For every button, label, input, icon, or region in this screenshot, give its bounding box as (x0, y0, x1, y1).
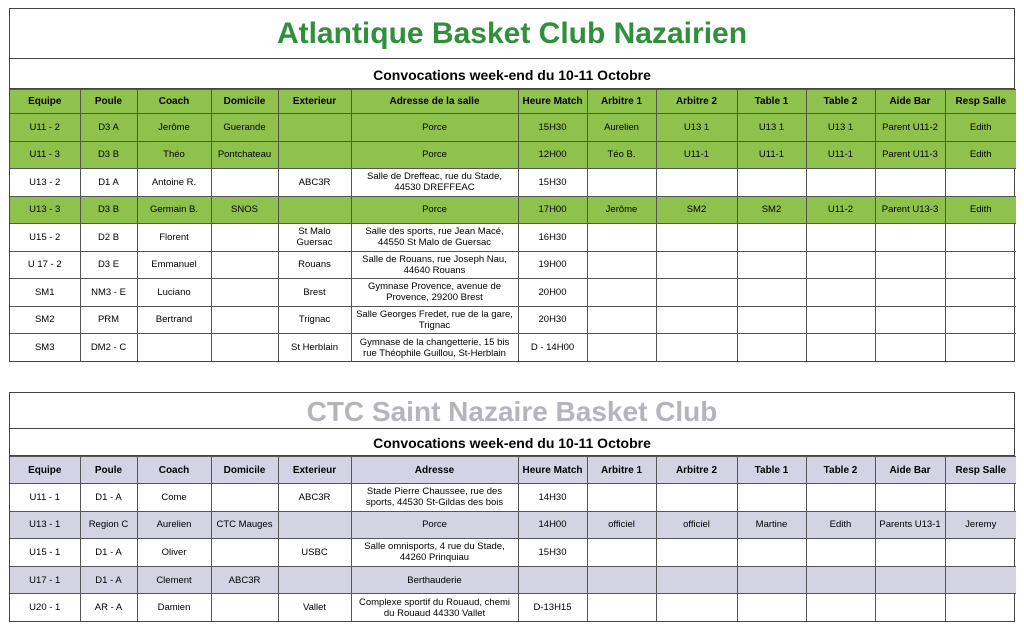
table-cell: 15H30 (518, 114, 587, 142)
table-cell (211, 169, 278, 197)
table-cell: Porce (351, 114, 518, 142)
table-cell: U13 1 (656, 114, 737, 142)
table-row (10, 224, 1016, 252)
table-cell: Edith (806, 511, 875, 539)
column-header: Coach (137, 457, 211, 484)
table-cell: SNOS (211, 196, 278, 224)
table-cell: D1 - A (80, 539, 137, 567)
table-cell: Aurelien (137, 511, 211, 539)
table-cell: Edith (945, 196, 1016, 224)
table-cell: Salle de Rouans, rue Joseph Nau, 44640 Rouans (351, 251, 518, 279)
table-cell (875, 539, 945, 567)
table-row (10, 279, 1016, 307)
table-cell: U20 - 1 (10, 594, 80, 622)
table-cell (945, 484, 1016, 512)
table-cell (737, 566, 806, 594)
table-cell: D1 A (80, 169, 137, 197)
table-cell (278, 566, 351, 594)
table-cell: Parents U13-1 (875, 511, 945, 539)
table-cell: Edith (945, 114, 1016, 142)
table-cell: Gymnase Provence, avenue de Provence, 29200 Brest (351, 279, 518, 307)
table-cell (875, 594, 945, 622)
table-cell (875, 279, 945, 307)
table-cell (211, 484, 278, 512)
table-cell: Gymnase de la changetterie, 15 bis rue Théophile Guillou, St-Herblain (351, 334, 518, 362)
column-header: Table 1 (737, 457, 806, 484)
table-cell (945, 169, 1016, 197)
convocations-table (10, 456, 1016, 621)
column-header: Exterieur (278, 90, 351, 114)
table-cell (806, 334, 875, 362)
table-cell: Vallet (278, 594, 351, 622)
table-cell: Germain B. (137, 196, 211, 224)
table-row (10, 251, 1016, 279)
table-cell: Clement (137, 566, 211, 594)
club-title: CTC Saint Nazaire Basket Club (10, 393, 1014, 429)
table-cell: SM2 (737, 196, 806, 224)
table-row (10, 566, 1016, 594)
table-cell: Jeremy (945, 511, 1016, 539)
header-row (10, 90, 1016, 114)
table-cell: U13 - 3 (10, 196, 80, 224)
column-header: Adresse (351, 457, 518, 484)
table-cell: 15H30 (518, 169, 587, 197)
table-cell: Rouans (278, 251, 351, 279)
table-cell: Stade Pierre Chaussee, rue des sports, 44530 St-Gildas des bois (351, 484, 518, 512)
column-header: Poule (80, 90, 137, 114)
convocations-table (10, 89, 1016, 361)
section-subtitle: Convocations week-end du 10-11 Octobre (10, 59, 1014, 89)
table-cell (945, 594, 1016, 622)
column-header: Aide Bar (875, 90, 945, 114)
table-cell (945, 306, 1016, 334)
table-cell: U11-1 (806, 141, 875, 169)
table-cell: D3 B (80, 196, 137, 224)
column-header: Adresse de la salle (351, 90, 518, 114)
table-cell (945, 224, 1016, 252)
table-cell: U13 - 2 (10, 169, 80, 197)
table-row (10, 169, 1016, 197)
column-header: Resp Salle (945, 90, 1016, 114)
table-cell (656, 169, 737, 197)
table-cell: 19H00 (518, 251, 587, 279)
table-cell (875, 484, 945, 512)
table-cell (737, 539, 806, 567)
table-cell: Trignac (278, 306, 351, 334)
table-cell (656, 251, 737, 279)
table-cell (806, 566, 875, 594)
table-cell (656, 334, 737, 362)
table-row (10, 511, 1016, 539)
table-cell: Antoine R. (137, 169, 211, 197)
table-cell: Edith (945, 141, 1016, 169)
table-cell: 17H00 (518, 196, 587, 224)
table-cell: Region C (80, 511, 137, 539)
club-title: Atlantique Basket Club Nazairien (10, 9, 1014, 59)
table-cell: 20H30 (518, 306, 587, 334)
table-cell (737, 169, 806, 197)
table-cell: Aurelien (587, 114, 656, 142)
column-header: Domicile (211, 90, 278, 114)
table-cell (945, 334, 1016, 362)
table-cell: ABC3R (211, 566, 278, 594)
table-cell: Guerande (211, 114, 278, 142)
table-row (10, 114, 1016, 142)
table-cell (656, 224, 737, 252)
table-cell: Parent U11-3 (875, 141, 945, 169)
table-cell (587, 224, 656, 252)
table-cell: 20H00 (518, 279, 587, 307)
table-cell: Parent U13-3 (875, 196, 945, 224)
table-cell: D3 B (80, 141, 137, 169)
table-cell: U11 - 3 (10, 141, 80, 169)
table-row (10, 484, 1016, 512)
table-cell (211, 306, 278, 334)
table-cell (211, 539, 278, 567)
table-cell: Martine (737, 511, 806, 539)
table-cell: 16H30 (518, 224, 587, 252)
table-cell: Téo B. (587, 141, 656, 169)
table-cell (587, 334, 656, 362)
ctc-section (9, 392, 1015, 622)
table-cell (737, 594, 806, 622)
table-cell: D1 - A (80, 566, 137, 594)
table-cell: SM2 (656, 196, 737, 224)
table-cell: U11 - 1 (10, 484, 80, 512)
table-cell: 15H30 (518, 539, 587, 567)
table-cell (806, 169, 875, 197)
table-cell (737, 279, 806, 307)
table-cell (806, 306, 875, 334)
table-cell (945, 251, 1016, 279)
table-cell: DM2 - C (80, 334, 137, 362)
table-row (10, 539, 1016, 567)
table-cell: ABC3R (278, 169, 351, 197)
table-cell: D - 14H00 (518, 334, 587, 362)
table-cell (656, 539, 737, 567)
table-cell: D1 - A (80, 484, 137, 512)
table-cell (737, 306, 806, 334)
table-cell: PRM (80, 306, 137, 334)
table-cell: Porce (351, 141, 518, 169)
table-cell (806, 484, 875, 512)
table-cell: Bertrand (137, 306, 211, 334)
table-cell: Théo (137, 141, 211, 169)
table-cell: Luciano (137, 279, 211, 307)
table-cell: U15 - 2 (10, 224, 80, 252)
table-cell (587, 566, 656, 594)
table-cell (587, 306, 656, 334)
table-cell (656, 279, 737, 307)
table-cell (278, 141, 351, 169)
table-cell: U13 - 1 (10, 511, 80, 539)
column-header: Domicile (211, 457, 278, 484)
table-cell (737, 251, 806, 279)
table-cell (875, 306, 945, 334)
table-row (10, 594, 1016, 622)
table-cell: Porce (351, 511, 518, 539)
table-cell: U11 - 2 (10, 114, 80, 142)
abcn-section (9, 8, 1015, 362)
header-row (10, 457, 1016, 484)
table-cell: D-13H15 (518, 594, 587, 622)
table-cell: U17 - 1 (10, 566, 80, 594)
table-cell: Salle omnisports, 4 rue du Stade, 44260 Prinquiau (351, 539, 518, 567)
table-cell: SM2 (10, 306, 80, 334)
table-cell: NM3 - E (80, 279, 137, 307)
table-cell (656, 484, 737, 512)
table-cell (656, 306, 737, 334)
table-cell: Parent U11-2 (875, 114, 945, 142)
table-row (10, 334, 1016, 362)
column-header: Table 1 (737, 90, 806, 114)
column-header: Table 2 (806, 457, 875, 484)
table-cell (137, 334, 211, 362)
table-cell: Porce (351, 196, 518, 224)
table-cell (875, 566, 945, 594)
table-cell (278, 196, 351, 224)
table-cell (875, 169, 945, 197)
table-cell: CTC Mauges (211, 511, 278, 539)
table-cell: D3 A (80, 114, 137, 142)
table-cell: U 17 - 2 (10, 251, 80, 279)
table-cell: Oliver (137, 539, 211, 567)
table-cell: U11-1 (656, 141, 737, 169)
table-cell: USBC (278, 539, 351, 567)
table-cell (211, 279, 278, 307)
table-cell (945, 539, 1016, 567)
column-header: Heure Match (518, 90, 587, 114)
table-cell (278, 114, 351, 142)
table-cell: Florent (137, 224, 211, 252)
column-header: Arbitre 2 (656, 457, 737, 484)
table-cell: Jerôme (587, 196, 656, 224)
table-cell (806, 594, 875, 622)
table-cell: 12H00 (518, 141, 587, 169)
table-cell: SM3 (10, 334, 80, 362)
table-cell: Complexe sportif du Rouaud, chemi du Rouaud 44330 Vallet (351, 594, 518, 622)
table-cell: officiel (587, 511, 656, 539)
table-cell: 14H30 (518, 484, 587, 512)
column-header: Exterieur (278, 457, 351, 484)
table-cell: Jerôme (137, 114, 211, 142)
column-header: Arbitre 1 (587, 90, 656, 114)
table-cell: Brest (278, 279, 351, 307)
section-subtitle: Convocations week-end du 10-11 Octobre (10, 429, 1014, 456)
table-cell: St Malo Guersac (278, 224, 351, 252)
table-cell: Damien (137, 594, 211, 622)
table-cell: Pontchateau (211, 141, 278, 169)
table-cell: Salle de Dreffeac, rue du Stade, 44530 DREFFEAC (351, 169, 518, 197)
table-cell (587, 251, 656, 279)
table-cell (656, 594, 737, 622)
table-cell (278, 511, 351, 539)
column-header: Aide Bar (875, 457, 945, 484)
table-cell (945, 279, 1016, 307)
column-header: Equipe (10, 90, 80, 114)
table-cell (656, 566, 737, 594)
table-cell: Emmanuel (137, 251, 211, 279)
column-header: Coach (137, 90, 211, 114)
table-cell: U13 1 (806, 114, 875, 142)
table-cell: Come (137, 484, 211, 512)
table-cell (737, 484, 806, 512)
table-cell (737, 334, 806, 362)
table-row (10, 196, 1016, 224)
table-cell: SM1 (10, 279, 80, 307)
table-cell: officiel (656, 511, 737, 539)
column-header: Table 2 (806, 90, 875, 114)
column-header: Arbitre 1 (587, 457, 656, 484)
table-cell: Salle Georges Fredet, rue de la gare, Trignac (351, 306, 518, 334)
column-header: Resp Salle (945, 457, 1016, 484)
table-cell (587, 539, 656, 567)
table-cell (875, 334, 945, 362)
table-cell: U13 1 (737, 114, 806, 142)
table-cell: U11-2 (806, 196, 875, 224)
table-cell (211, 334, 278, 362)
table-cell: D3 E (80, 251, 137, 279)
table-cell: U11-1 (737, 141, 806, 169)
table-cell (875, 224, 945, 252)
table-cell: St Herblain (278, 334, 351, 362)
table-cell (211, 224, 278, 252)
table-cell (587, 484, 656, 512)
column-header: Equipe (10, 457, 80, 484)
table-cell (518, 566, 587, 594)
table-cell: U15 - 1 (10, 539, 80, 567)
table-cell: Berthauderie (351, 566, 518, 594)
table-cell (587, 279, 656, 307)
table-cell: 14H00 (518, 511, 587, 539)
table-cell: D2 B (80, 224, 137, 252)
table-row (10, 141, 1016, 169)
table-cell (806, 539, 875, 567)
column-header: Heure Match (518, 457, 587, 484)
table-cell (945, 566, 1016, 594)
column-header: Arbitre 2 (656, 90, 737, 114)
column-header: Poule (80, 457, 137, 484)
table-cell: ABC3R (278, 484, 351, 512)
table-row (10, 306, 1016, 334)
table-cell (587, 594, 656, 622)
table-cell (806, 279, 875, 307)
table-cell (806, 251, 875, 279)
table-cell (587, 169, 656, 197)
table-cell (737, 224, 806, 252)
table-cell (211, 594, 278, 622)
table-cell: Salle des sports, rue Jean Macé, 44550 St Malo de Guersac (351, 224, 518, 252)
table-cell (211, 251, 278, 279)
table-cell (806, 224, 875, 252)
table-cell: AR - A (80, 594, 137, 622)
table-cell (875, 251, 945, 279)
